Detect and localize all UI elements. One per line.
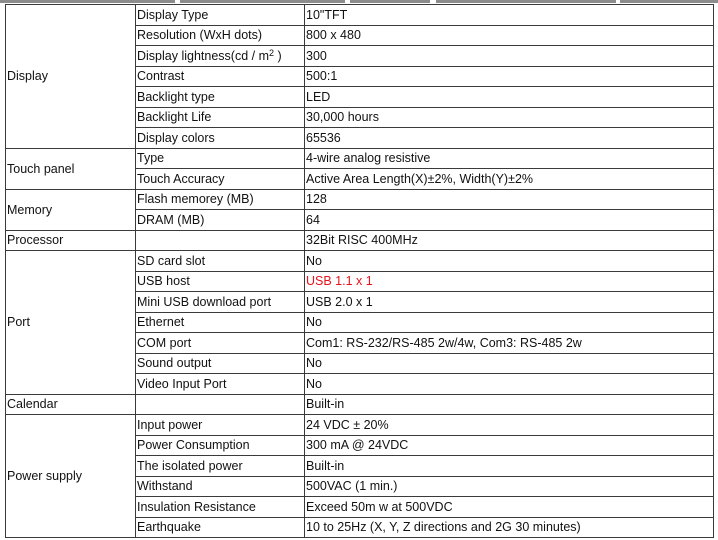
spec-name: Contrast xyxy=(136,66,305,87)
spec-name xyxy=(136,394,305,415)
spec-name: The isolated power xyxy=(136,456,305,477)
table-row xyxy=(6,230,714,251)
spec-table xyxy=(5,4,714,538)
spec-name: Mini USB download port xyxy=(136,292,305,313)
spec-value: Built-in xyxy=(305,456,714,477)
spec-value: No xyxy=(305,251,714,272)
spec-name: Video Input Port xyxy=(136,374,305,395)
spec-name: Power Consumption xyxy=(136,435,305,456)
spec-value: USB 2.0 x 1 xyxy=(305,292,714,313)
table-row xyxy=(6,394,714,415)
spec-name: Flash memorey (MB) xyxy=(136,189,305,210)
spec-value: 32Bit RISC 400MHz xyxy=(305,230,714,251)
spec-name xyxy=(136,46,305,67)
spec-name: Ethernet xyxy=(136,312,305,333)
spec-value: No xyxy=(305,374,714,395)
spec-value: 300 mA @ 24VDC xyxy=(305,435,714,456)
table-row xyxy=(6,189,714,210)
spec-name: Display Type xyxy=(136,5,305,26)
spec-value: 500:1 xyxy=(305,66,714,87)
spec-value: 800 x 480 xyxy=(305,25,714,46)
spec-value: Exceed 50m w at 500VDC xyxy=(305,497,714,518)
spec-value: 500VAC (1 min.) xyxy=(305,476,714,497)
spec-value: 128 xyxy=(305,189,714,210)
spec-name: DRAM (MB) xyxy=(136,210,305,231)
category-power-supply: Power supply xyxy=(6,415,136,538)
spec-name: USB host xyxy=(136,271,305,292)
category-memory: Memory xyxy=(6,189,136,230)
category-display: Display xyxy=(6,5,136,149)
spec-value: Active Area Length(X)±2%, Width(Y)±2% xyxy=(305,169,714,190)
superscript-2: 2 xyxy=(269,47,275,58)
spec-name: Touch Accuracy xyxy=(136,169,305,190)
spec-name-suffix: ) xyxy=(274,48,282,63)
spec-value: 4-wire analog resistive xyxy=(305,148,714,169)
spec-name: Input power xyxy=(136,415,305,436)
spec-value: 300 xyxy=(305,46,714,67)
spec-value: 64 xyxy=(305,210,714,231)
category-touch-panel: Touch panel xyxy=(6,148,136,189)
spec-name: Resolution (WxH dots) xyxy=(136,25,305,46)
table-row xyxy=(6,5,714,26)
spec-name-text: Display lightness(cd / m xyxy=(137,48,269,63)
spec-name: Display colors xyxy=(136,128,305,149)
table-row xyxy=(6,251,714,272)
spec-name: Type xyxy=(136,148,305,169)
spec-name: Insulation Resistance xyxy=(136,497,305,518)
spec-value: 10"TFT xyxy=(305,5,714,26)
spec-name: COM port xyxy=(136,333,305,354)
spec-value: No xyxy=(305,353,714,374)
spec-value: 30,000 hours xyxy=(305,107,714,128)
spec-value: No xyxy=(305,312,714,333)
spec-name: SD card slot xyxy=(136,251,305,272)
spec-value: Com1: RS-232/RS-485 2w/4w, Com3: RS-485 2w xyxy=(305,333,714,354)
spec-value: LED xyxy=(305,87,714,108)
spec-value: Built-in xyxy=(305,394,714,415)
table-row xyxy=(6,415,714,436)
spec-name: Backlight type xyxy=(136,87,305,108)
spec-value: 10 to 25Hz (X, Y, Z directions and 2G 30 minutes) xyxy=(305,517,714,538)
spec-name: Backlight Life xyxy=(136,107,305,128)
table-row xyxy=(6,148,714,169)
spec-value: 24 VDC ± 20% xyxy=(305,415,714,436)
spec-value: 65536 xyxy=(305,128,714,149)
category-processor: Processor xyxy=(6,230,136,251)
spec-name: Sound output xyxy=(136,353,305,374)
category-calendar: Calendar xyxy=(6,394,136,415)
spec-name: Earthquake xyxy=(136,517,305,538)
spec-value-highlighted: USB 1.1 x 1 xyxy=(305,271,714,292)
spec-name: Withstand xyxy=(136,476,305,497)
category-port: Port xyxy=(6,251,136,395)
spec-name xyxy=(136,230,305,251)
